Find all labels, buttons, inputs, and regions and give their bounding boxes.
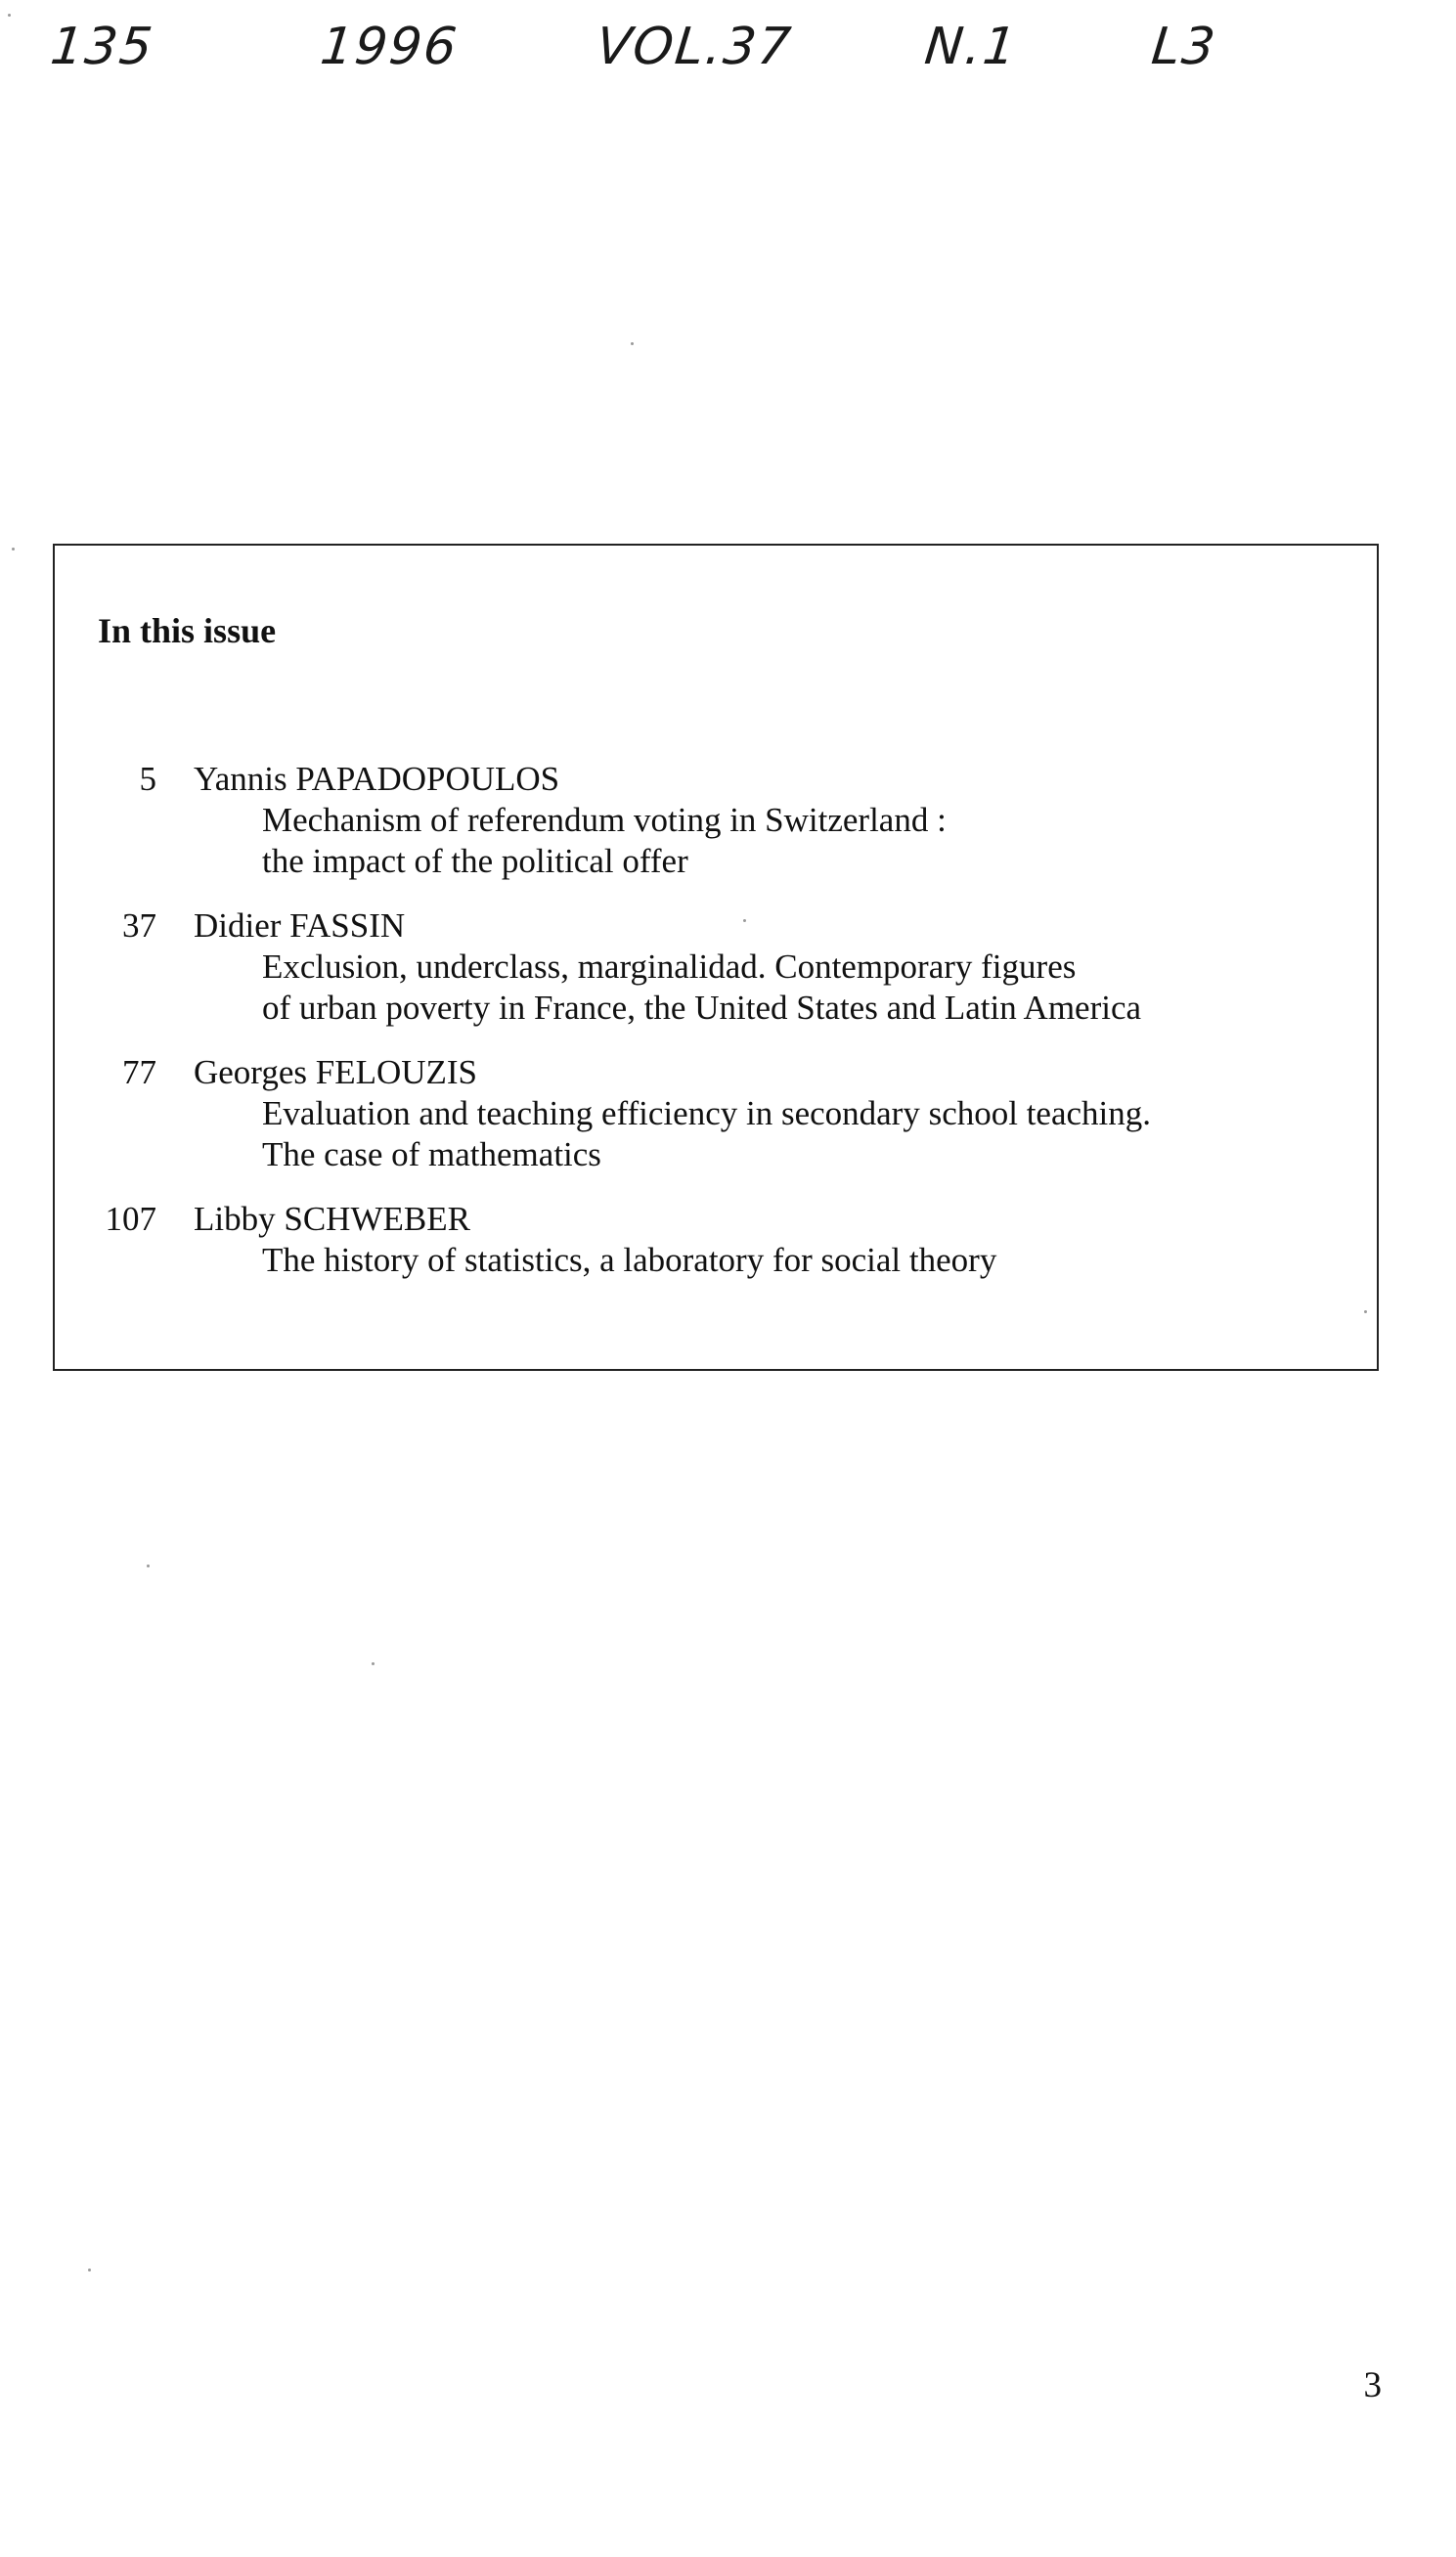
handwritten-catalog-number: 135 [47,18,157,76]
scan-speck [372,1662,375,1665]
toc-article-title [262,1240,996,1281]
toc-page-number: 107 [105,1200,156,1238]
handwritten-year: 1996 [317,18,462,76]
toc-heading: In this issue [98,611,277,650]
toc-title-line: Evaluation and teaching efficiency in secondary school teaching. [262,1094,1152,1132]
scan-speck [8,14,11,17]
toc-author: Libby SCHWEBER [194,1200,470,1238]
toc-title-line: of urban poverty in France, the United States and Latin America [262,989,1142,1027]
toc-page-number: 77 [122,1053,156,1091]
toc-article-title [262,947,1141,1029]
toc-title-line: the impact of the political offer [262,842,688,880]
toc-author: Georges FELOUZIS [194,1053,478,1091]
scan-speck [743,919,746,922]
scan-speck [147,1565,150,1567]
toc-author: Didier FASSIN [194,906,406,945]
scan-speck [631,342,634,345]
handwritten-issue-number: N.1 [921,18,1021,76]
scan-speck [1364,1310,1367,1313]
toc-title-line: Mechanism of referendum voting in Switzerland : [262,801,947,839]
scan-speck [88,2269,91,2271]
table-of-contents-box [53,544,1379,1371]
toc-article-title [262,1093,1151,1175]
toc-entry [55,1199,1377,1306]
toc-title-line: The history of statistics, a laboratory for social theory [262,1241,997,1279]
toc-list [55,759,1377,1306]
toc-entry [55,759,1377,905]
scan-speck [12,548,15,551]
toc-title-line: Exclusion, underclass, marginalidad. Contemporary figures [262,948,1077,986]
page-number: 3 [1363,2365,1382,2405]
toc-page-number: 5 [139,760,156,798]
toc-entry [55,1052,1377,1199]
toc-page-number: 37 [122,906,156,945]
toc-entry [55,905,1377,1052]
handwritten-shelf-mark: L3 [1148,18,1220,76]
handwritten-annotation [0,18,1456,106]
toc-author: Yannis PAPADOPOULOS [194,760,560,798]
toc-title-line: The case of mathematics [262,1135,601,1173]
handwritten-volume: VOL.37 [593,18,796,76]
toc-article-title [262,800,947,882]
